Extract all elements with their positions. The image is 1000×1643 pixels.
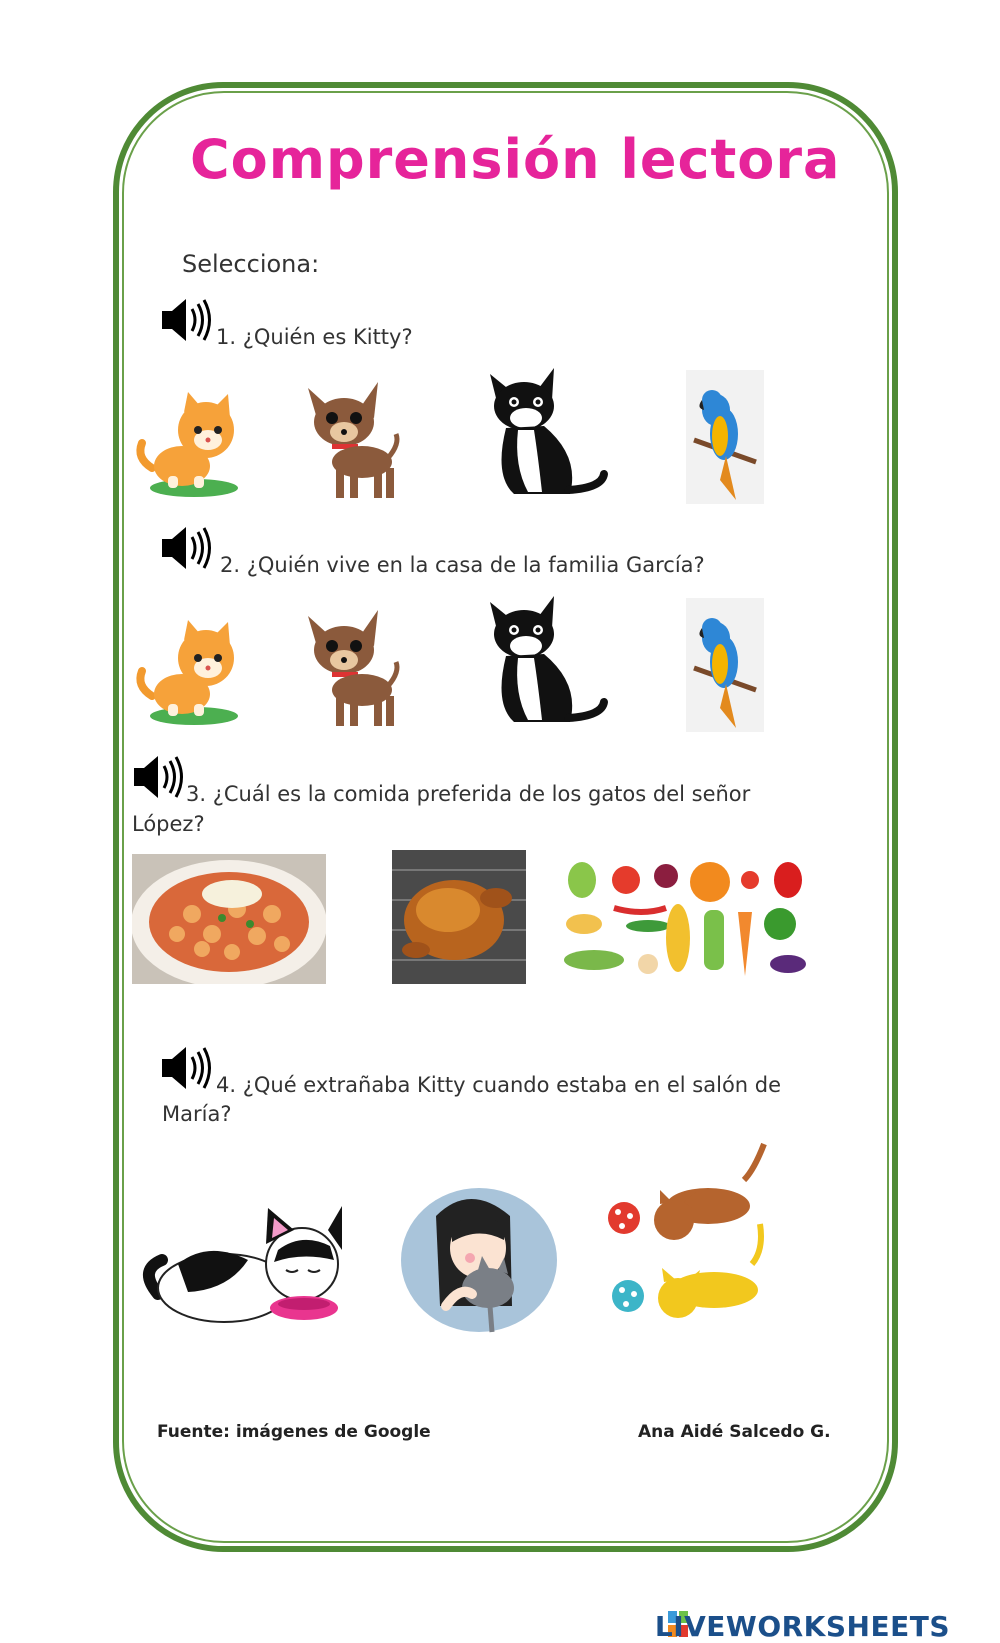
option-black-white-cat[interactable] [484,594,610,730]
option-chihuahua-dog[interactable] [300,606,405,731]
question-3-text-line2: López? [132,812,205,836]
speaker-icon[interactable] [158,1043,218,1093]
option-pasta-dish[interactable] [132,854,326,984]
option-black-white-cat[interactable] [484,366,610,502]
option-macaw-parrot[interactable] [686,598,764,732]
option-vegetables[interactable] [562,856,808,982]
question-4-text-line1: 4. ¿Qué extrañaba Kitty cuando estaba en el salón de [216,1073,782,1097]
instruction-text: Selecciona: [182,250,320,278]
option-girl-hugging-cat[interactable] [400,1186,558,1334]
speaker-icon[interactable] [158,523,218,573]
question-1-text: 1. ¿Quién es Kitty? [216,325,413,349]
page-title: Comprensión lectora [190,128,841,191]
brand-name[interactable]: LIVEWORKSHEETS [654,1610,950,1643]
speaker-icon[interactable] [130,752,190,802]
option-macaw-parrot[interactable] [686,370,764,504]
option-roast-chicken[interactable] [392,850,526,984]
option-orange-cat[interactable] [132,388,242,502]
footer-author: Ana Aidé Salcedo G. [638,1422,831,1442]
option-cats-playing-balls[interactable] [604,1140,776,1332]
option-cat-eating-bowl[interactable] [138,1200,350,1330]
question-4-text-line2: María? [162,1102,232,1126]
question-2-text: 2. ¿Quién vive en la casa de la familia García? [220,553,705,577]
option-orange-cat[interactable] [132,616,242,730]
footer-source: Fuente: imágenes de Google [157,1422,431,1442]
question-3-text-line1: 3. ¿Cuál es la comida preferida de los gatos del señor [186,782,751,806]
option-chihuahua-dog[interactable] [300,378,405,503]
speaker-icon[interactable] [158,295,218,345]
